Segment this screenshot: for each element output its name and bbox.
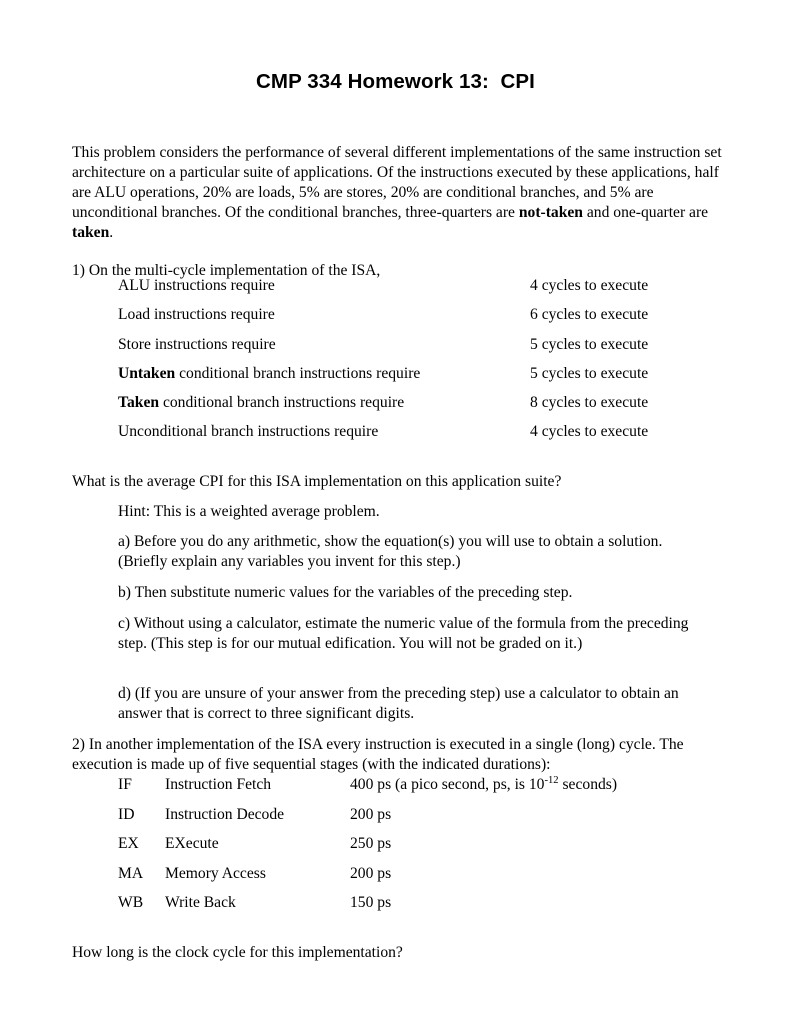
stage-name: Write Back: [165, 894, 236, 911]
cycles-row-instruction: [118, 393, 530, 422]
intro-bold-taken: taken: [72, 224, 110, 242]
cycles-table: [118, 276, 728, 452]
question-2-ask: How long is the clock cycle for this implementation?: [72, 943, 403, 961]
stage-abbreviation: IF: [118, 776, 132, 793]
intro-text-part3: .: [109, 224, 114, 242]
intro-paragraph: [72, 143, 722, 244]
stage-duration-text: 200 ps: [350, 805, 392, 823]
table-row: [118, 805, 728, 835]
question-1-hint: Hint: This is a weighted average problem.: [118, 502, 380, 520]
intro-text-part2: and one-quarter are: [582, 204, 709, 222]
cycles-row-cycles: 6 cycles to execute: [530, 306, 649, 324]
cycles-row-instruction: [118, 276, 530, 305]
question-1-sub-a: a) Before you do any arithmetic, show the equation(s) you will use to obtain a solution. (Briefly explain any variables you invent for this step.): [118, 532, 663, 570]
stage-name: Instruction Fetch: [165, 776, 272, 793]
table-row: [118, 335, 728, 364]
cycles-row-instruction-text: Store instructions require: [118, 335, 276, 353]
stage-abbreviation: WB: [118, 894, 144, 911]
table-row: [118, 834, 728, 864]
cycles-row-bold-prefix: Taken: [118, 394, 160, 412]
cycles-table-body: [118, 276, 728, 452]
question-1-sub-d: d) (If you are unsure of your answer from the preceding step) use a calculator to obtain an answer that is correct to three significant digits.: [118, 684, 679, 722]
stage-name: Memory Access: [165, 864, 266, 882]
stage-abbreviation: ID: [118, 805, 135, 823]
cycles-row-instruction: [118, 305, 530, 334]
cycles-row-instruction-text: Load instructions require: [118, 306, 275, 324]
stage-duration-text: 200 ps: [350, 864, 392, 882]
page-title: CMP 334 Homework 13: CPI: [256, 70, 535, 93]
cycles-row-instruction-text: conditional branch instructions require: [159, 394, 405, 412]
stage-abbreviation: EX: [118, 835, 139, 852]
cycles-row-instruction: [118, 422, 530, 451]
table-row: [118, 364, 728, 393]
stage-duration: [350, 834, 728, 864]
stages-table-body: [118, 775, 728, 923]
stage-duration-text: 150 ps: [350, 894, 392, 911]
stage-duration: [350, 805, 728, 835]
stage-abbreviation: MA: [118, 864, 144, 882]
table-row: [118, 276, 728, 305]
intro-bold-not-taken: not-taken: [518, 204, 583, 222]
table-row: [118, 393, 728, 422]
stage-duration-text: 250 ps: [350, 835, 392, 852]
question-2-stem: 2) In another implementation of the ISA every instruction is executed in a single (long) cycle. The execution is made up of five sequential stages (with the indicated durations):: [72, 735, 684, 773]
cycles-row-instruction-text: Unconditional branch instructions require: [118, 423, 379, 441]
cycles-row-instruction-text: ALU instructions require: [118, 277, 275, 294]
table-row: [118, 775, 728, 805]
stage-duration-tail: seconds): [558, 776, 618, 793]
stage-duration-exponent: -12: [544, 774, 559, 786]
cycles-row-cycles: 5 cycles to execute: [530, 364, 649, 382]
table-row: [118, 422, 728, 451]
question-1-stem: 1) On the multi-cycle implementation of the ISA,: [72, 261, 381, 279]
cycles-row-instruction: [118, 335, 530, 364]
stage-name: Instruction Decode: [165, 805, 285, 823]
cycles-row-bold-prefix: Untaken: [118, 364, 176, 382]
stages-table: [118, 775, 728, 923]
table-row: [118, 893, 728, 923]
cycles-row-instruction: [118, 364, 530, 393]
question-1-sub-c: c) Without using a calculator, estimate the numeric value of the formula from the preceding step. (This step is for our mutual edification. You will not be graded on it.): [118, 614, 689, 652]
cycles-row-cycles: 4 cycles to execute: [530, 423, 649, 441]
intro-text-part1: This problem considers the performance of several different implementations of the same instruction set architecture on a particular suite of applications. Of the instructions executed by these applications, half are ALU operations, 20% are loads, 5% are stores, 20% are conditional branches, and 5% are unconditional branches. Of the conditional branches, three-quarters are: [72, 143, 722, 222]
stage-duration: [350, 864, 728, 894]
question-1-sub-b: b) Then substitute numeric values for the variables of the preceding step.: [118, 583, 573, 601]
question-1-ask: What is the average CPI for this ISA implementation on this application suite?: [72, 472, 562, 490]
table-row: [118, 864, 728, 894]
stage-duration: [350, 775, 728, 805]
table-row: [118, 305, 728, 334]
cycles-row-cycles: 4 cycles to execute: [530, 277, 649, 294]
cycles-row-instruction-text: conditional branch instructions require: [175, 364, 421, 382]
cycles-row-cycles: 5 cycles to execute: [530, 335, 649, 353]
stage-name: EXecute: [165, 835, 219, 852]
cycles-row-cycles: 8 cycles to execute: [530, 394, 649, 412]
stage-duration-text: 400 ps (a pico second, ps, is 10: [350, 776, 545, 793]
stage-duration: [350, 893, 728, 923]
